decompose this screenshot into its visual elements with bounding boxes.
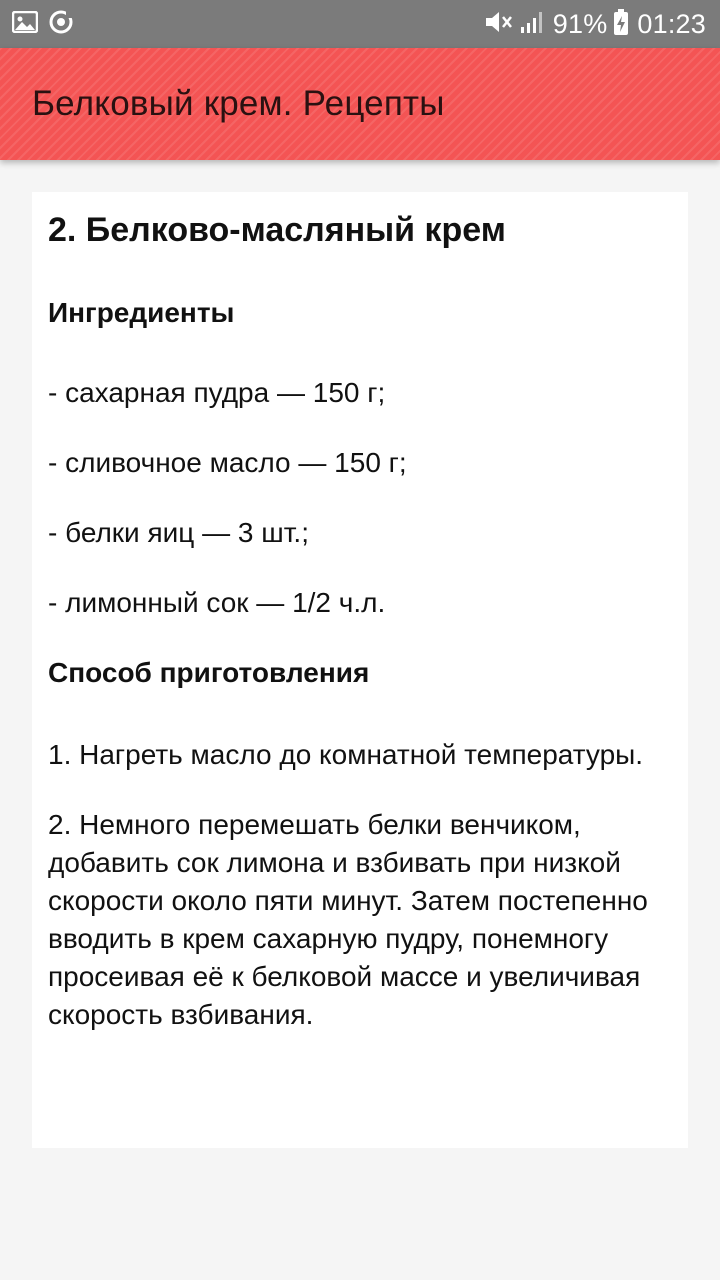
status-bar-left — [12, 9, 84, 40]
ingredients-list — [48, 376, 672, 620]
clock: 01:23 — [637, 8, 706, 39]
mute-icon — [483, 9, 513, 40]
steps-list — [48, 736, 672, 1034]
app-bar — [0, 48, 720, 160]
battery-charging-icon — [613, 8, 629, 41]
recipe-title: 2. Белково-масляный крем — [48, 211, 506, 249]
ingredient-item: - сливочное масло — 150 г; — [48, 447, 407, 478]
status-bar — [0, 0, 720, 48]
image-icon — [12, 11, 38, 38]
ingredient-item: - лимонный сок — 1/2 ч.л. — [48, 587, 386, 618]
step-item: 2. Немного перемешать белки венчиком, добавить сок лимона и взбивать при низкой скорости около пяти минут. Затем постепенно вводить в крем сахарную пудру, понемногу просеивая её к белковой массе и увеличивая скорость взбивания. — [48, 809, 648, 1030]
method-heading: Способ приготовления — [48, 657, 370, 688]
recipe-card — [32, 192, 688, 1148]
app-title: Белковый крем. Рецепты — [32, 84, 445, 123]
ingredients-heading: Ингредиенты — [48, 297, 235, 328]
ingredient-item: - сахарная пудра — 150 г; — [48, 377, 386, 408]
sync-icon — [48, 9, 74, 40]
step-item: 1. Нагреть масло до комнатной температуры. — [48, 739, 644, 770]
ingredient-item: - белки яиц — 3 шт.; — [48, 517, 309, 548]
battery-percent: 91% — [552, 8, 608, 39]
signal-icon — [519, 9, 545, 40]
status-bar-right — [477, 8, 706, 41]
